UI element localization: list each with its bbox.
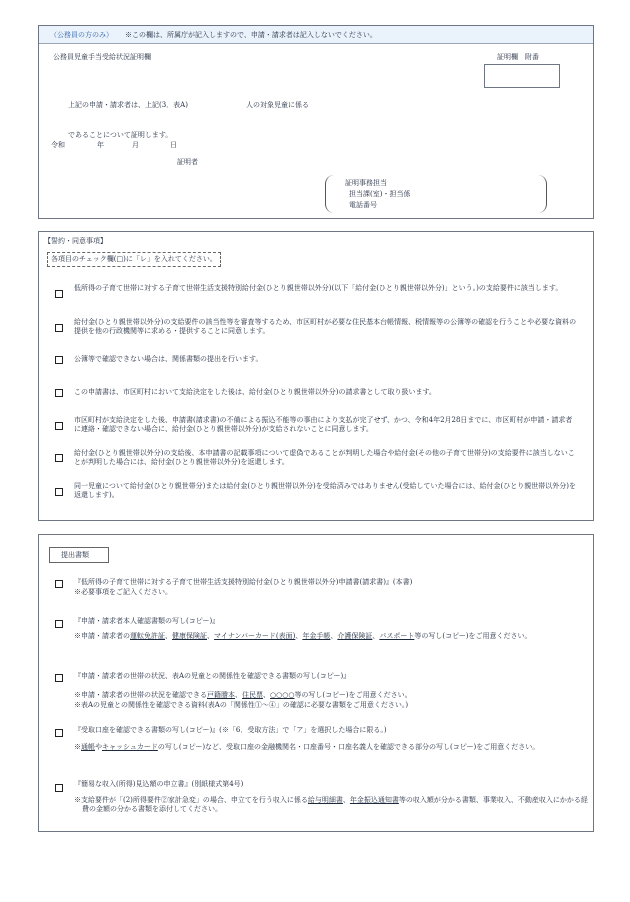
cert-number-field[interactable] bbox=[484, 64, 560, 88]
consent-section bbox=[38, 231, 594, 521]
consent-item-6: 給付金(ひとり親世帯以外分)の支給後、本申請書の記載事項について虚偽であることが判明した場合や給付金(その他の子育て世帯分)の支給要件に該当しないことが判明した場合には、給付金(ひとり親世帯以外分)を返還します。 bbox=[74, 449, 575, 467]
doc-4-u1: 通帳 bbox=[81, 743, 95, 751]
doc-checkbox-5[interactable] bbox=[55, 784, 63, 792]
doc-5-note-a: ※支給要件が「(2)所得要件②家計急変」の場合、申立てを行う収入に係る bbox=[74, 796, 308, 804]
consent-item-3: 公簿等で確認できない場合は、関係書類の提出を行います。 bbox=[74, 355, 263, 363]
doc-3-note1-a: ※申請・請求者の世帯の状況を確認できる bbox=[74, 691, 207, 699]
cert-line-1a: 上記の申請・請求者は、上記(3．表A) bbox=[68, 101, 188, 109]
consent-title: 【誓約・同意事項】 bbox=[44, 237, 107, 245]
office-line-3: 電話番号 bbox=[349, 201, 377, 209]
doc-4-note-a: ※ bbox=[74, 743, 81, 751]
doc-3-title: 『申請・請求者の世帯の状況、表Aの児童との関係性を確認できる書類の写し(コピー)』 bbox=[74, 672, 351, 680]
doc-2-title: 『申請・請求者本人確認書類の写し(コピー)』 bbox=[74, 617, 220, 625]
certification-section bbox=[38, 25, 594, 219]
doc-5-u2: 年金振込通知書 bbox=[349, 796, 399, 804]
section-title: 公務員児童手当受給状況証明欄 bbox=[53, 53, 151, 61]
doc-5-note bbox=[74, 796, 592, 815]
doc-2-note-b: 等の写し(コピー)をご用意ください。 bbox=[414, 632, 532, 640]
cert-line-2: であることについて証明します。 bbox=[68, 131, 173, 139]
cert-number-label: 証明欄 附番 bbox=[497, 53, 539, 61]
consent-instruction bbox=[47, 252, 221, 267]
doc-3-note-2: ※表Aの児童との関係性を確認できる資料(表Aの「関係性①～④」の確認に必要な書類をご用意ください。) bbox=[74, 701, 409, 709]
doc-5-s1: 、 bbox=[342, 796, 350, 804]
doc-4-note-b: の写し(コピー)など、受取口座の金融機関名・口座番号・口座名義人を確認できる部分の写し(コピー)をご用意ください。 bbox=[157, 743, 540, 751]
header-note: ※この欄は、所属庁が記入しますので、申請・請求者は記入しないでください。 bbox=[125, 31, 377, 39]
office-line-1: 証明事務担当 bbox=[345, 179, 387, 187]
doc-5-u1: 給与明細書 bbox=[307, 796, 343, 804]
doc-checkbox-1[interactable] bbox=[55, 580, 63, 588]
doc-2-u3: マイナンバーカード(表面) bbox=[214, 632, 296, 640]
doc-1-note: ※必要事項をご記入ください。 bbox=[74, 588, 172, 596]
doc-3-s2: 、 bbox=[263, 691, 270, 699]
doc-5-title: 『簡易な収入(所得)見込額の申立書』(別紙様式第4号) bbox=[74, 780, 244, 788]
doc-2-s3: 、 bbox=[295, 632, 303, 640]
doc-4-u2: キャッシュカード bbox=[102, 743, 158, 751]
consent-item-2: 給付金(ひとり親世帯以外分)の支給要件の該当性等を審査等するため、市区町村が必要な住民基本台帳情報、税情報等の公簿等の確認を行うことや必要な資料の提供を他の行政機関等に求める・提供することに同意します。 bbox=[74, 318, 577, 336]
certifier-label: 証明者 bbox=[177, 158, 198, 166]
doc-2-u5: 介護保険証 bbox=[337, 632, 373, 640]
consent-item-7: 同一児童について給付金(ひとり親世帯分)または給付金(ひとり親世帯以外分)を受給済みではありません(受給していた場合には、給付金(ひとり親世帯以外分)を返還します)。 bbox=[74, 482, 576, 500]
doc-5-note-b: 等の収入額が分かる書類、事業収入、不動産収入にかかる経費の金額の分かる書類を添付してください。 bbox=[82, 796, 588, 814]
documents-title: 提出書類 bbox=[61, 551, 89, 559]
consent-instruction-text: 各項目のチェック欄(□)に「レ」を入れてください。 bbox=[51, 255, 217, 263]
doc-2-s2: 、 bbox=[207, 632, 214, 640]
consent-checkbox-5[interactable] bbox=[55, 422, 63, 430]
consent-checkbox-1[interactable] bbox=[55, 290, 63, 298]
consent-checkbox-2[interactable] bbox=[55, 324, 63, 332]
doc-checkbox-2[interactable] bbox=[55, 620, 63, 628]
consent-checkbox-3[interactable] bbox=[55, 356, 63, 364]
doc-2-u4: 年金手帳 bbox=[302, 632, 331, 640]
doc-2-s5: 、 bbox=[372, 632, 380, 640]
doc-3-u2: 住民票 bbox=[242, 691, 263, 699]
consent-checkbox-7[interactable] bbox=[55, 488, 63, 496]
consent-item-5: 市区町村が支給決定をした後、申請書(請求書)の不備による振込不能等の事由により支払が完了せず、かつ、令和4年2月28日までに、市区町村が申請・請求者に連絡・確認できない場合に、給付金(ひとり親世帯以外分)が支給されないことに同意します。 bbox=[74, 416, 573, 434]
doc-3-u3: ○○○○ bbox=[270, 691, 295, 699]
doc-2-u2: 健康保険証 bbox=[172, 632, 207, 640]
documents-section bbox=[38, 534, 594, 832]
doc-3-note1-b: 等の写し(コピー)をご用意ください。 bbox=[294, 691, 412, 699]
doc-4-note bbox=[74, 743, 592, 752]
doc-4-s1: や bbox=[95, 743, 102, 751]
doc-3-s1: 、 bbox=[235, 691, 242, 699]
public-employee-label: （公務員の方のみ） bbox=[50, 31, 113, 39]
date-day: 日 bbox=[170, 141, 177, 149]
date-month: 月 bbox=[132, 141, 139, 149]
office-line-2: 担当課(室)・担当係 bbox=[349, 190, 411, 198]
consent-item-4: この申請書は、市区町村において支給決定をした後は、給付金(ひとり親世帯以外分)の請求書として取り扱います。 bbox=[74, 388, 436, 396]
doc-4-title: 『受取口座を確認できる書類の写し(コピー)』(※「6．受取方法」で「ア」を選択した場合に限る。) bbox=[74, 726, 387, 734]
doc-2-s4: 、 bbox=[330, 632, 338, 640]
doc-2-u1: 運転免許証 bbox=[130, 632, 165, 640]
consent-checkbox-4[interactable] bbox=[55, 389, 63, 397]
doc-3-u1: 戸籍謄本 bbox=[207, 691, 235, 699]
doc-1-title: 『低所得の子育て世帯に対する子育て世帯生活支援特別給付金(ひとり親世帯以外分)申請書(請求書)』(本書) bbox=[74, 578, 413, 586]
consent-checkbox-6[interactable] bbox=[55, 454, 63, 462]
documents-title-box bbox=[49, 547, 109, 563]
cert-line-1b: 人の対象児童に係る bbox=[246, 101, 309, 109]
doc-2-note-a: ※申請・請求者の bbox=[74, 632, 130, 640]
consent-item-1: 低所得の子育て世帯に対する子育て世帯生活支援特別給付金(ひとり親世帯以外分)(以下「給付金(ひとり親世帯以外分)」という。)の支給要件に該当します。 bbox=[74, 284, 563, 292]
doc-2-u6: パスポート bbox=[379, 632, 415, 640]
doc-2-note bbox=[74, 632, 592, 641]
date-era: 令和 bbox=[51, 141, 65, 149]
doc-2-s1: 、 bbox=[165, 632, 172, 640]
doc-3-note-1 bbox=[74, 691, 584, 700]
date-year: 年 bbox=[97, 141, 104, 149]
doc-checkbox-3[interactable] bbox=[55, 674, 63, 682]
doc-checkbox-4[interactable] bbox=[55, 729, 63, 737]
